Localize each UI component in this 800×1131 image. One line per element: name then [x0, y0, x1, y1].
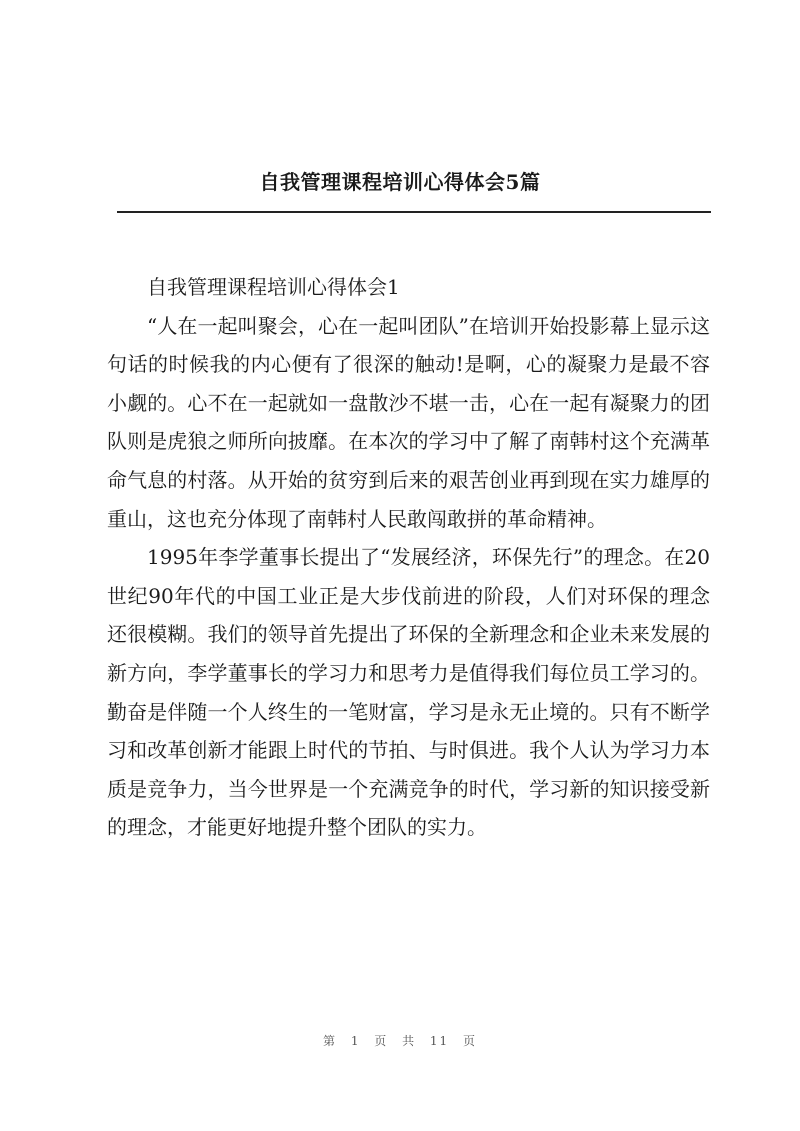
paragraph-2: 1995年李学董事长提出了“发展经济，环保先行”的理念。在20世纪90年代的中国工业正是大步伐前进的阶段，人们对环保的理念还很模糊。我们的领导首先提出了环保的全新理念和企业未来发展的新方向，李学董事长的学习力和思考力是值得我们每位员工学习的。勤奋是伴随一个人终生的一笔财富，学习是永无止境的。只有不断学习和改革创新才能跟上时代的节拍、与时俱进。我个人认为学习力本质是竞争力，当今世界是一个充满竞争的时代，学习新的知识接受新的理念，才能更好地提升整个团队的实力。 [107, 545, 710, 840]
document-body [107, 268, 710, 847]
page-number: 第 1 页 共 11 页 [323, 1034, 477, 1048]
section-heading: 自我管理课程培训心得体会1 [147, 275, 400, 299]
title-divider [117, 211, 711, 213]
paragraph-1: “人在一起叫聚会，心在一起叫团队”在培训开始投影幕上显示这句话的时候我的内心便有了很深的触动!是啊，心的凝聚力是最不容小觑的。心不在一起就如一盘散沙不堪一击，心在一起有凝聚力的团队则是虎狼之师所向披靡。在本次的学习中了解了南韩村这个充满革命气息的村落。从开始的贫穷到后来的艰苦创业再到现在实力雄厚的重山，这也充分体现了南韩村人民敢闯敢拼的革命精神。 [107, 313, 710, 531]
page-title: 自我管理课程培训心得体会5篇 [259, 170, 541, 194]
